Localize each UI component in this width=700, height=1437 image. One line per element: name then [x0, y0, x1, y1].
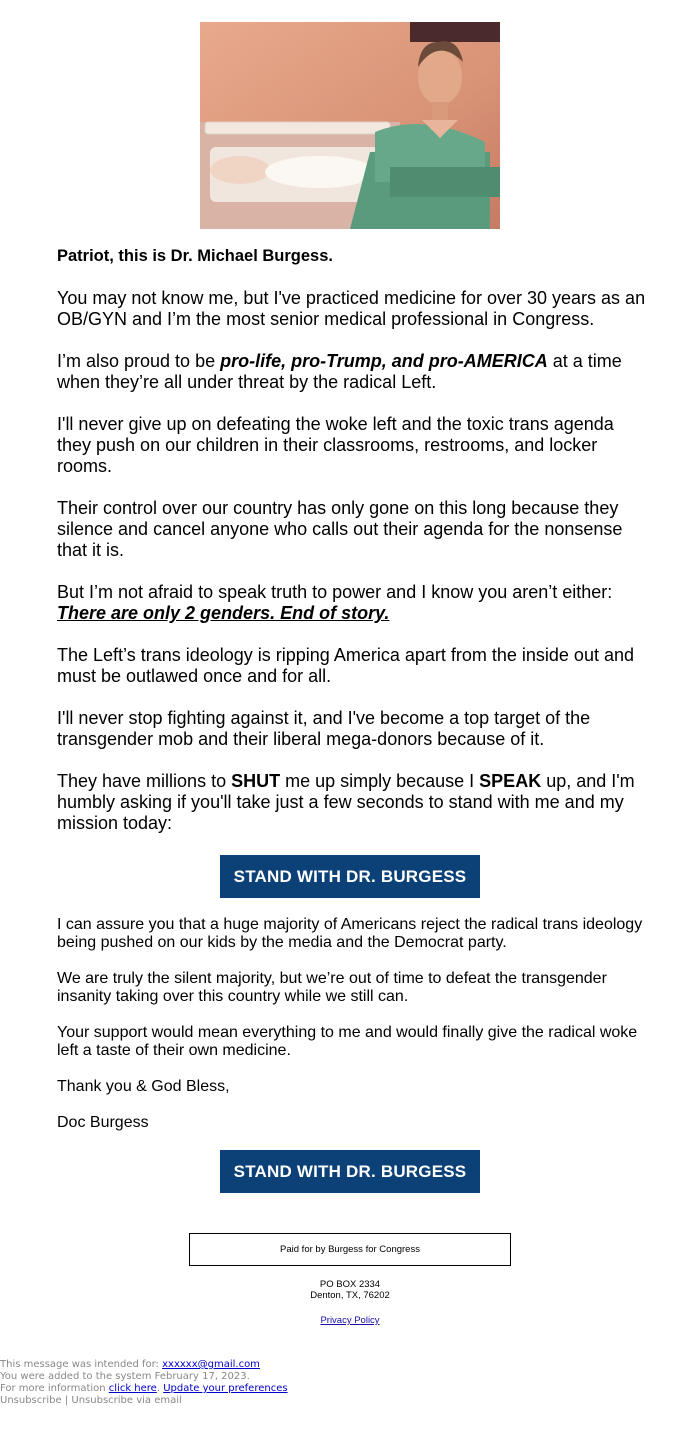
- header-photo: [200, 22, 500, 229]
- footer-info-sep: .: [156, 1383, 164, 1394]
- recipient-email-link[interactable]: xxxxxx@gmail.com: [162, 1359, 260, 1370]
- unsubscribe-link[interactable]: Unsubscribe: [0, 1395, 62, 1406]
- paragraph-8-shut: SHUT: [231, 771, 281, 791]
- address-line-1: PO BOX 2334: [319, 1279, 381, 1290]
- update-preferences-link[interactable]: Update your preferences: [163, 1383, 288, 1394]
- mailing-address: [200, 1279, 500, 1301]
- email-footer: [0, 1359, 288, 1407]
- paragraph-2-post: at a time when they’re all under threat by the radical Left.: [57, 351, 622, 392]
- paid-for-disclaimer: Paid for by Burgess for Congress: [189, 1233, 511, 1266]
- footer-added: You were added to the system February 17, 2023.: [0, 1371, 250, 1382]
- paragraph-8-speak: SPEAK: [479, 771, 542, 791]
- small-paragraph-2: We are truly the silent majority, but we’re out of time to defeat the transgender insanity taking over this country while we still can.: [57, 970, 607, 1005]
- footer-intended: [0, 1359, 288, 1371]
- paragraph-3: I'll never give up on defeating the woke left and the toxic trans agenda they push on our children in their classrooms, restrooms, and locker rooms.: [57, 414, 614, 476]
- paragraph-8-e: up, and I'm humbly asking if you'll take just a few seconds to stand with me and my mission today:: [57, 771, 635, 833]
- paragraph-2: [57, 351, 647, 393]
- paragraph-5-pre: But I’m not afraid to speak truth to power and I know you aren’t either:: [57, 582, 613, 602]
- privacy-policy-link[interactable]: Privacy Policy: [320, 1315, 380, 1326]
- address-line-2: Denton, TX, 76202: [310, 1290, 390, 1301]
- doctor-photo-illustration: [200, 22, 500, 229]
- footer-pipe: |: [61, 1395, 72, 1406]
- footer-info: [0, 1383, 288, 1395]
- greeting: Patriot, this is Dr. Michael Burgess.: [57, 247, 333, 265]
- stand-with-button-2[interactable]: STAND WITH DR. BURGESS: [220, 1150, 480, 1193]
- paragraph-8-a: They have millions to: [57, 771, 232, 791]
- email-body: [57, 246, 647, 1193]
- small-paragraph-3: Your support would mean everything to me and would finally give the radical woke left a taste of their own medicine.: [57, 1024, 638, 1059]
- footer-info-prefix: For more information: [0, 1383, 109, 1394]
- footer-unsubscribe: [0, 1395, 288, 1407]
- cta-wrapper-2: [57, 1150, 643, 1193]
- click-here-link[interactable]: click here: [108, 1383, 157, 1394]
- paragraph-5: [57, 582, 647, 624]
- secondary-copy: [57, 916, 647, 1132]
- signoff: Thank you & God Bless,: [57, 1078, 230, 1095]
- footer-intended-prefix: This message was intended for:: [0, 1359, 163, 1370]
- cta-wrapper-1: [57, 855, 643, 916]
- stand-with-button-1[interactable]: STAND WITH DR. BURGESS: [220, 855, 480, 898]
- privacy-container: [200, 1315, 500, 1326]
- paragraph-8: [57, 771, 647, 834]
- paragraph-5-emphasis: There are only 2 genders. End of story.: [57, 603, 390, 623]
- paragraph-8-c: me up simply because I: [280, 771, 480, 791]
- paragraph-7: I'll never stop fighting against it, and I've become a top target of the transgender mob and their liberal mega-donors because of it.: [57, 708, 591, 749]
- paragraph-4: Their control over our country has only gone on this long because they silence and cancel anyone who calls out their agenda for the nonsense that it is.: [57, 498, 623, 560]
- paragraph-2-emphasis: pro-life, pro-Trump, and pro-AMERICA: [220, 351, 548, 371]
- paragraph-2-pre: I’m also proud to be: [57, 351, 221, 371]
- small-paragraph-1: I can assure you that a huge majority of Americans reject the radical trans ideology being pushed on our kids by the media and the Democrat party.: [57, 916, 643, 951]
- unsubscribe-email-link[interactable]: Unsubscribe via email: [71, 1395, 182, 1406]
- paragraph-1: You may not know me, but I've practiced medicine for over 30 years as an OB/GYN and I’m the most senior medical professional in Congress.: [57, 288, 646, 329]
- paragraph-6: The Left’s trans ideology is ripping America apart from the inside out and must be outlawed once and for all.: [57, 645, 634, 686]
- main-copy: [57, 246, 647, 834]
- signature: Doc Burgess: [57, 1114, 149, 1131]
